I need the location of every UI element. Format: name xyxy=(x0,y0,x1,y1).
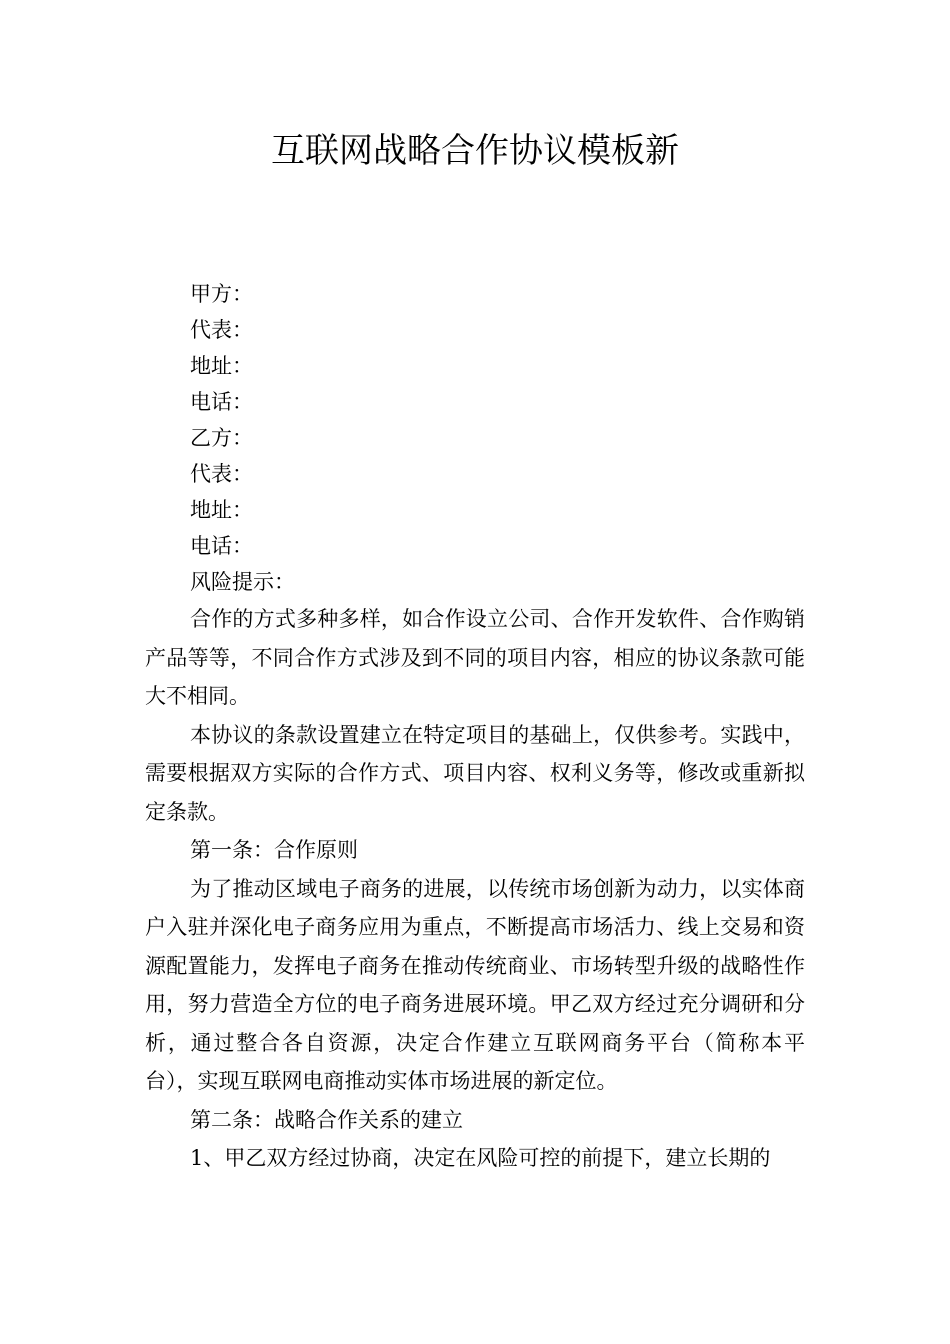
party-a-field: 甲方： xyxy=(190,282,253,306)
article-1-heading: 第一条：合作原则 xyxy=(190,838,358,862)
party-b-field: 乙方： xyxy=(190,426,253,450)
party-a-phone-field: 电话： xyxy=(190,390,253,414)
document-body xyxy=(145,276,805,1178)
risk-warning-heading: 风险提示： xyxy=(190,570,295,594)
risk-paragraph-1: 合作的方式多种多样，如合作设立公司、合作开发软件、合作购销产品等等，不同合作方式涉及到不同的项目内容，相应的协议条款可能大不相同。 xyxy=(145,607,805,708)
party-a-representative-field: 代表： xyxy=(190,318,253,342)
document-title: 互联网战略合作协议模板新 xyxy=(271,131,679,171)
article-2-paragraph-1: 1、甲乙双方经过协商，决定在风险可控的前提下，建立长期的 xyxy=(190,1146,771,1170)
risk-paragraph-2: 本协议的条款设置建立在特定项目的基础上，仅供参考。实践中，需要根据双方实际的合作方式、项目内容、权利义务等，修改或重新拟定条款。 xyxy=(145,722,805,824)
party-b-phone-field: 电话： xyxy=(190,534,253,558)
party-b-address-field: 地址： xyxy=(190,498,253,522)
party-a-address-field: 地址： xyxy=(190,354,253,378)
party-b-representative-field: 代表： xyxy=(190,462,253,486)
article-2-heading: 第二条：战略合作关系的建立 xyxy=(190,1107,463,1132)
article-1-paragraph: 为了推动区域电子商务的进展，以传统市场创新为动力，以实体商户入驻并深化电子商务应用为重点，不断提高市场活力、线上交易和资源配置能力，发挥电子商务在推动传统商业、市场转型升级的战略性作用，努力营造全方位的电子商务进展环境。甲乙双方经过充分调研和分析，通过整合各自资源，决定合作建立互联网商务平台（简称本平台），实现互联网电商推动实体市场进展的新定位。 xyxy=(145,876,805,1093)
